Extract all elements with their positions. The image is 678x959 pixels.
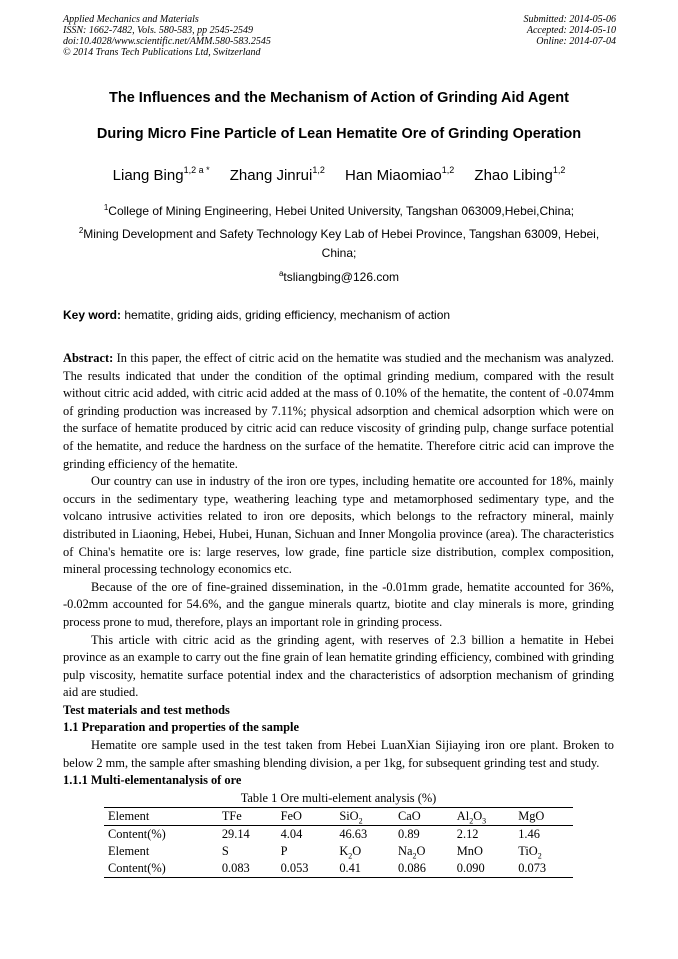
table-cell: 0.083 xyxy=(218,860,277,878)
table-row xyxy=(104,860,573,878)
submission-dates xyxy=(524,14,617,47)
table-cell: TFe xyxy=(218,807,277,825)
table-cell: 0.053 xyxy=(277,860,336,878)
paper-title-line-2: During Micro Fine Particle of Lean Hematite Ore of Grinding Operation xyxy=(96,126,582,142)
table-cell: MnO xyxy=(456,843,483,858)
ore-analysis-table xyxy=(104,807,573,878)
sample-paragraph: Hematite ore sample used in the test taken from Hebei LuanXian Sijiaying iron ore plant. Broken to below 2 mm, the sample after smashing blending division, a per 1kg, for subsequent grinding test and study. xyxy=(63,738,614,770)
table-cell: 0.89 xyxy=(398,826,420,841)
table-cell: 4.04 xyxy=(280,826,303,841)
table-cell: $K_2O$ xyxy=(339,843,362,861)
author: Zhang Jinrui$^{1,2}$ xyxy=(229,165,325,184)
subsection-heading: 1.1 Preparation and properties of the sample xyxy=(63,720,299,735)
table-cell: CaO xyxy=(394,807,453,825)
table-cell: Content(%) xyxy=(108,826,166,841)
table-row xyxy=(104,825,573,843)
table-cell: 46.63 xyxy=(339,826,368,841)
table-cell: 0.086 xyxy=(394,860,453,878)
journal-issn: ISSN: 1662-7482, Vols. 580-583, pp 2545-2549 xyxy=(63,25,253,36)
table-row xyxy=(104,843,573,860)
table-cell: SiO$_2$ xyxy=(335,807,394,825)
paper-title-line-1: The Influences and the Mechanism of Action of Grinding Aid Agent xyxy=(109,90,569,106)
author-list xyxy=(40,167,638,184)
paper-body xyxy=(63,350,614,878)
abstract: Abstract: In this paper, the effect of citric acid on the hematite was studied and the mechanism was analyzed. The results indicated that under the condition of the optimal grinding medium, compared with the result without citric acid added, with citric acid added at the mass of 0.10% of the hematite, the content of -0.074mm of grinding production was increased by 7.11%; physical adsorption and chemical adsorption which were on the surface of hematite produced by citric acid can reduce viscosity of grinding pulp, change surface potential of the hematite, and reduce the hardness on the surface of the hematite. Therefore citric acid can improve the grinding efficiency of the hematite. xyxy=(63,351,614,471)
keywords: Key word: hematite, griding aids, griding efficiency, mechanism of action xyxy=(63,308,451,322)
accepted-date: Accepted: 2014-05-10 xyxy=(526,25,616,36)
table-cell: Element xyxy=(108,843,150,858)
intro-paragraph-2: Because of the ore of fine-grained dissemination, in the -0.01mm grade, hematite accounted for 36%, -0.02mm accounted for 54.6%, and the gangue minerals quartz, biotite and clay minerals is more, grinding process prone to mud, therefore, plays an important role in grinding process. xyxy=(63,579,614,629)
table-cell: Content(%) xyxy=(104,860,218,878)
table-cell: P xyxy=(280,843,288,858)
table-cell: TiO$_2$ xyxy=(518,843,542,861)
table-cell: 2.12 xyxy=(456,826,479,841)
intro-paragraph-3: This article with citric acid as the grinding agent, with reserves of 2.3 billion a hematite in Hebei province as an example to carry out the fine grain of lean hematite grinding efficiency, combined with grinding pulp viscosity, hematite surface potential index and the characteristics of adsorption mechanism of grinding aid are studied. xyxy=(63,632,614,700)
author: Zhao Libing$^{1,2}$ xyxy=(474,165,566,184)
table-1 xyxy=(63,790,614,878)
journal-copyright: © 2014 Trans Tech Publications Ltd, Switzerland xyxy=(63,47,261,58)
journal-info xyxy=(63,14,271,58)
table-cell: 0.41 xyxy=(335,860,394,878)
author: Han Miaomiao$^{1,2}$ xyxy=(345,165,455,184)
section-heading: Test materials and test methods xyxy=(63,702,230,717)
table-cell: MgO xyxy=(514,807,573,825)
table-caption: Table 1 Ore multi-element analysis (%) xyxy=(240,790,437,805)
submitted-date: Submitted: 2014-05-06 xyxy=(523,14,616,25)
table-cell: S xyxy=(221,843,229,858)
table-row xyxy=(104,807,573,825)
affiliation-2: $^2$Mining Development and Safety Technology Key Lab of Hebei Province, Tangshan 63009, Hebei, China; xyxy=(78,226,600,260)
table-cell: 0.090 xyxy=(453,860,514,878)
table-cell: 1.46 xyxy=(518,826,540,841)
table-cell: $Na_2O$ xyxy=(398,843,426,861)
table-cell: Element xyxy=(104,807,218,825)
affiliation-1: $^1$College of Mining Engineering, Hebei United University, Tangshan 063009,Hebei,China; xyxy=(103,203,575,218)
subsubsection-heading: 1.1.1 Multi-elementanalysis of ore xyxy=(63,773,242,788)
journal-doi[interactable]: doi:10.4028/www.scientific.net/AMM.580-583.2545 xyxy=(63,36,271,47)
online-date: Online: 2014-07-04 xyxy=(536,36,616,47)
author: Liang Bing$^{1,2 a *}$ xyxy=(112,165,210,184)
table-cell: FeO xyxy=(277,807,336,825)
table-cell: 29.14 xyxy=(221,826,250,841)
table-cell: $Al_2O_3$ xyxy=(453,807,514,825)
intro-paragraph-1: Our country can use in industry of the iron ore types, including hematite ore accounted for 18%, mainly occurs in the sedimentary type, weathering leaching type and metamorphosed sedimentary type, and the volcano intrusive activities related to iron ore deposits, which belongs to the refractory mineral, mainly distributed in Liaoning, Hebei, Hubei, Hunan, Sichuan and Inner Mongolia province (area). The characteristics of China's hematite ore is: large reserves, low grade, fine particle size distribution, complex composition, mineral processing technology economics etc. xyxy=(63,474,614,577)
table-cell: 0.073 xyxy=(514,860,573,878)
author-email[interactable]: $^a$tsliangbing@126.com xyxy=(278,269,400,284)
journal-name: Applied Mechanics and Materials xyxy=(63,14,199,25)
